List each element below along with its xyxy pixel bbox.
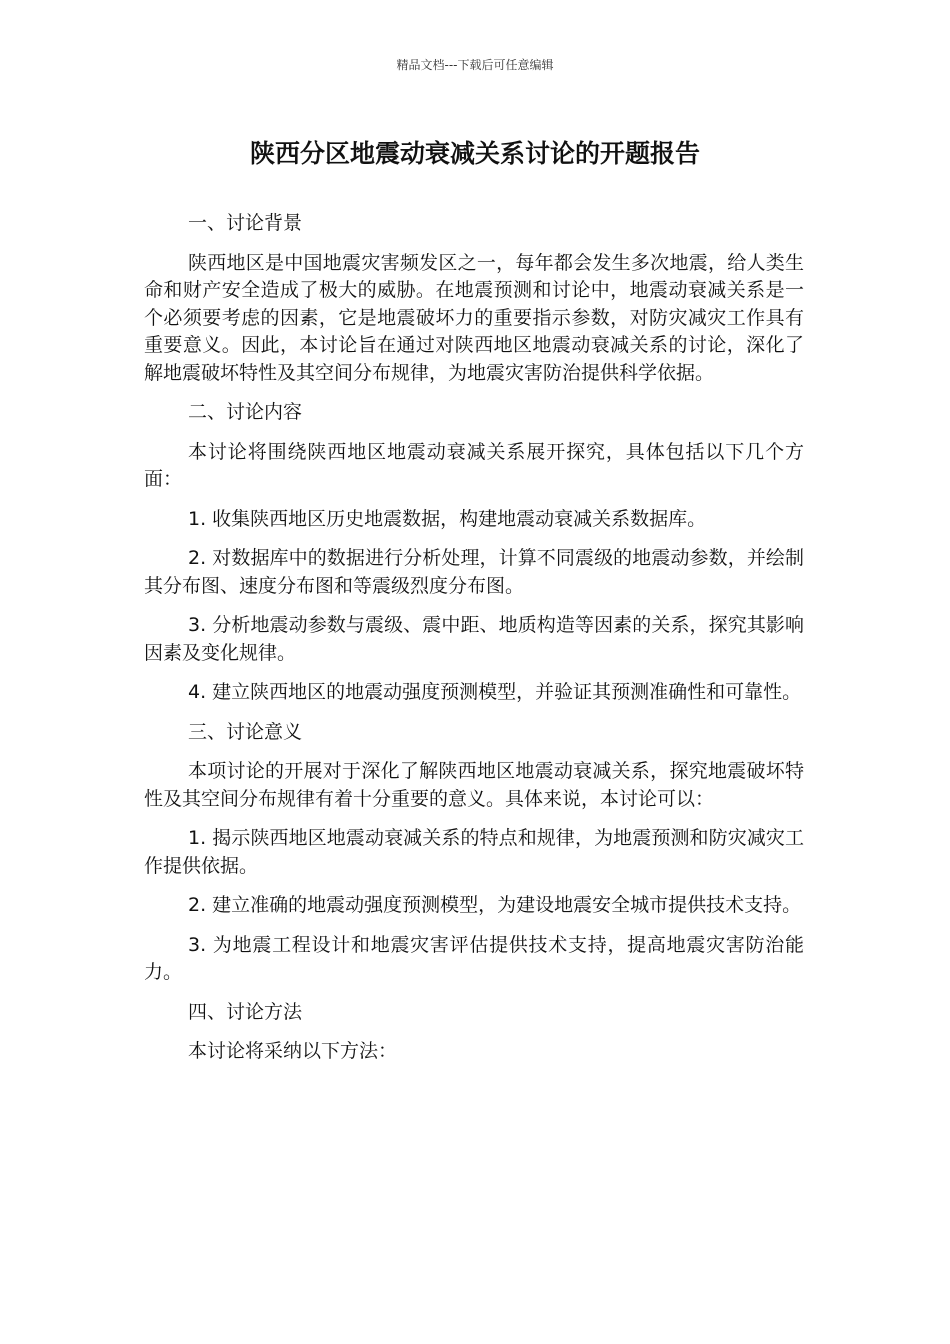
list-item: 1. 揭示陕西地区地震动衰减关系的特点和规律，为地震预测和防灾减灾工作提供依据。: [144, 827, 804, 877]
section-heading-background: 一、讨论背景: [188, 212, 303, 234]
page-header: 精品文档---下载后可任意编辑: [396, 58, 554, 72]
list-item: 1. 收集陕西地区历史地震数据，构建地震动衰减关系数据库。: [188, 507, 707, 530]
section-heading-methods: 四、讨论方法: [188, 1000, 303, 1023]
section-heading-content: 二、讨论内容: [188, 401, 303, 423]
section-heading-significance: 三、讨论意义: [188, 720, 303, 743]
paragraph: 陕西地区是中国地震灾害频发区之一，每年都会发生多次地震，给人类生命和财产安全造成了极大的威胁。在地震预测和讨论中，地震动衰减关系是一个必须要考虑的因素，它是地震破坏力的重要指示参数，对防灾减灾工作具有重要意义。因此，本讨论旨在通过对陕西地区地震动衰减关系的讨论，深化了解地震破坏特性及其空间分布规律，为地震灾害防治提供科学依据。: [144, 251, 804, 384]
list-item: 2. 建立准确的地震动强度预测模型，为建设地震安全城市提供技术支持。: [188, 894, 802, 916]
document-title: 陕西分区地震动衰减关系讨论的开题报告: [249, 139, 700, 168]
list-item: 3. 分析地震动参数与震级、震中距、地质构造等因素的关系，探究其影响因素及变化规律。: [144, 614, 804, 664]
paragraph: 本讨论将采纳以下方法：: [188, 1040, 398, 1062]
list-item: 2. 对数据库中的数据进行分析处理，计算不同震级的地震动参数，并绘制其分布图、速度分布图和等震级烈度分布图。: [144, 547, 804, 597]
paragraph: 本讨论将围绕陕西地区地震动衰减关系展开探究，具体包括以下几个方面：: [144, 440, 804, 490]
list-item: 3. 为地震工程设计和地震灾害评估提供技术支持，提高地震灾害防治能力。: [144, 933, 804, 983]
document-body: [144, 210, 804, 1078]
paragraph: 本项讨论的开展对于深化了解陕西地区地震动衰减关系，探究地震破坏特性及其空间分布规律有着十分重要的意义。具体来说，本讨论可以：: [144, 760, 804, 810]
list-item: 4. 建立陕西地区的地震动强度预测模型，并验证其预测准确性和可靠性。: [188, 681, 802, 703]
